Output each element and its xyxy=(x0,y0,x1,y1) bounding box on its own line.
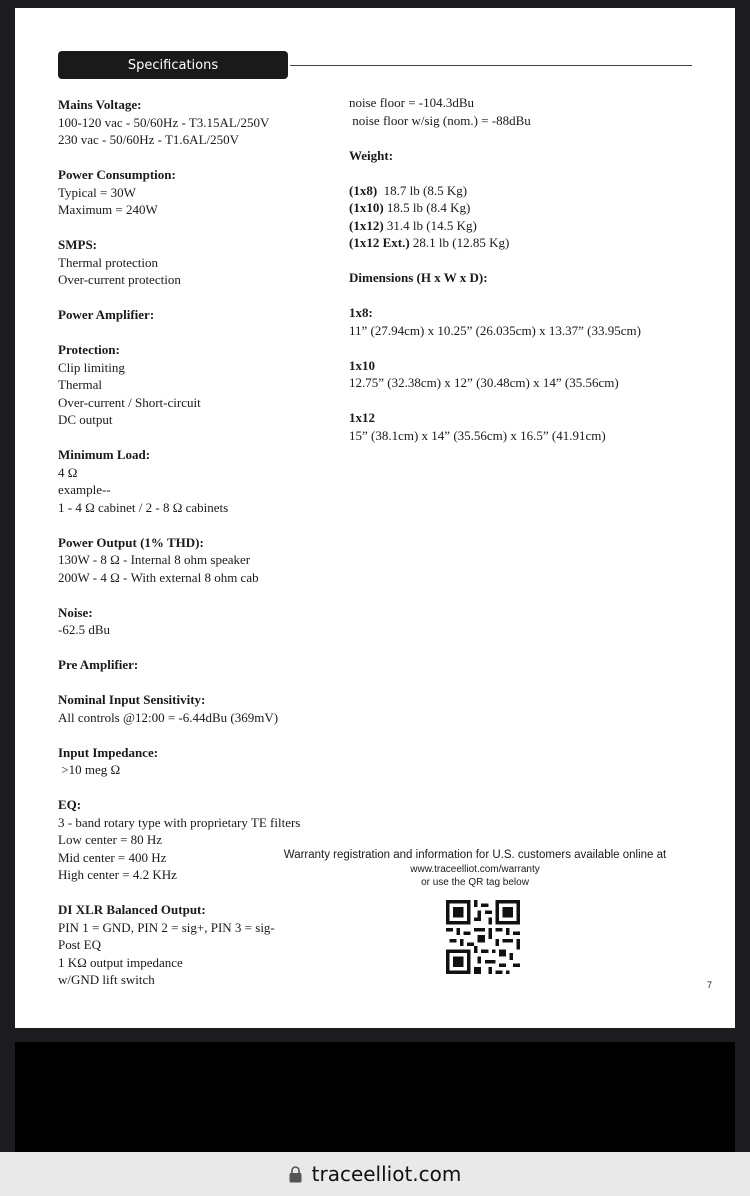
dimension-model: 1x12 xyxy=(349,410,375,425)
spec-line: >10 meg Ω xyxy=(58,762,121,777)
spec-line: 1 - 4 Ω cabinet / 2 - 8 Ω cabinets xyxy=(58,499,229,515)
weight-row xyxy=(349,182,719,200)
spec-line: Thermal xyxy=(58,377,103,392)
spec-heading: Power Consumption: xyxy=(58,167,176,182)
weight-row xyxy=(349,217,719,235)
dimension-model: 1x10 xyxy=(349,357,375,373)
spec-block xyxy=(58,604,358,639)
weight-block xyxy=(349,147,719,165)
spec-line: noise floor = -104.3dBu xyxy=(349,95,475,110)
spec-line: noise floor w/sig (nom.) = -88dBu xyxy=(349,112,531,128)
weight-model: (1x10) xyxy=(349,200,384,215)
spec-line: example-- xyxy=(58,482,111,497)
spec-line: 3 - band rotary type with proprietary TE filters xyxy=(58,814,301,830)
spec-line: 100-120 vac - 50/60Hz - T3.15AL/250V xyxy=(58,114,270,130)
spec-line: DC output xyxy=(58,412,113,427)
spec-line: Over-current protection xyxy=(58,272,181,287)
spec-block xyxy=(58,446,358,516)
spec-heading: Protection: xyxy=(58,342,120,357)
spec-line: Clip limiting xyxy=(58,359,125,375)
noise-floor-block xyxy=(349,94,719,129)
spec-block xyxy=(58,341,358,429)
url-text[interactable]: traceelliot.com xyxy=(311,1162,462,1186)
spec-block xyxy=(58,236,358,289)
spec-heading: Dimensions (H x W x D): xyxy=(349,270,488,285)
spec-heading: Minimum Load: xyxy=(58,447,151,462)
spec-line: 1 KΩ output impedance xyxy=(58,954,183,970)
weight-list xyxy=(349,182,719,252)
spec-heading: Weight: xyxy=(349,147,394,163)
spec-page xyxy=(15,8,735,1028)
spec-heading: Nominal Input Sensitivity: xyxy=(58,692,206,707)
spec-line: Thermal protection xyxy=(58,254,158,270)
spec-line: All controls @12:00 = -6.44dBu (369mV) xyxy=(58,709,279,725)
spec-heading: SMPS: xyxy=(58,237,97,252)
spec-line: Post EQ xyxy=(58,937,101,952)
spec-line: 230 vac - 50/60Hz - T1.6AL/250V xyxy=(58,132,240,147)
spec-heading: Input Impedance: xyxy=(58,744,159,760)
spec-block xyxy=(58,691,358,726)
right-spec-column xyxy=(349,94,719,462)
warranty-text: Warranty registration and information for U.S. customers available online at xyxy=(283,849,667,861)
spec-line: w/GND lift switch xyxy=(58,972,155,987)
dimension-model: 1x8: xyxy=(349,305,373,320)
dimension-item xyxy=(349,357,719,392)
spec-line: Mid center = 400 Hz xyxy=(58,849,167,865)
dimension-value: 12.75” (32.38cm) x 12” (30.48cm) x 14” (35.56cm) xyxy=(349,375,619,390)
spec-heading: EQ: xyxy=(58,797,82,812)
weight-model: (1x12 Ext.) xyxy=(349,235,410,250)
spec-line: Maximum = 240W xyxy=(58,202,158,217)
spec-heading: DI XLR Balanced Output: xyxy=(58,902,206,917)
spec-block xyxy=(58,166,358,219)
spec-line: Over-current / Short-circuit xyxy=(58,394,201,410)
spec-block xyxy=(58,656,358,674)
spec-line: High center = 4.2 KHz xyxy=(58,867,177,882)
spec-block xyxy=(58,901,358,989)
browser-address-bar[interactable] xyxy=(0,1152,750,1196)
spec-heading: Power Amplifier: xyxy=(58,307,155,322)
spec-line: PIN 1 = GND, PIN 2 = sig+, PIN 3 = sig- xyxy=(58,919,275,935)
dimensions-block xyxy=(349,269,719,287)
spec-line: 200W - 4 Ω - With external 8 ohm cab xyxy=(58,569,259,585)
dimension-value: 11” (27.94cm) x 10.25” (26.035cm) x 13.37” (33.95cm) xyxy=(349,322,641,338)
spec-line: -62.5 dBu xyxy=(58,622,110,637)
spec-heading: Noise: xyxy=(58,604,93,620)
weight-row xyxy=(349,234,719,252)
dimension-item xyxy=(349,304,719,339)
spec-block xyxy=(58,306,358,324)
spec-line: Typical = 30W xyxy=(58,184,136,200)
weight-row xyxy=(349,199,719,217)
qr-code-icon[interactable] xyxy=(446,900,520,974)
section-title xyxy=(58,51,288,79)
spec-heading: Pre Amplifier: xyxy=(58,657,139,672)
spec-line: 130W - 8 Ω - Internal 8 ohm speaker xyxy=(58,552,251,567)
weight-value: 28.1 lb (12.85 Kg) xyxy=(409,235,510,250)
spec-block xyxy=(58,96,358,149)
spec-block xyxy=(58,534,358,587)
header-rule xyxy=(290,65,692,66)
spec-block xyxy=(58,744,358,779)
weight-value: 31.4 lb (14.5 Kg) xyxy=(383,217,477,233)
viewer-background xyxy=(15,1042,735,1152)
spec-heading: Power Output (1% THD): xyxy=(58,534,204,550)
section-title-text: Specifications xyxy=(127,57,219,73)
warranty-notice xyxy=(270,848,680,889)
warranty-url: www.traceelliot.com/warranty xyxy=(410,864,540,875)
lock-icon xyxy=(289,1166,302,1183)
spec-line: Low center = 80 Hz xyxy=(58,832,163,847)
weight-value: 18.5 lb (8.4 Kg) xyxy=(383,200,471,215)
weight-model: (1x8) xyxy=(349,182,378,198)
dimension-value: 15” (38.1cm) x 14” (35.56cm) x 16.5” (41.91cm) xyxy=(349,427,606,443)
dimension-item xyxy=(349,409,719,444)
spec-line: 4 Ω xyxy=(58,464,78,480)
spec-heading: Mains Voltage: xyxy=(58,97,142,112)
page-number: 7 xyxy=(707,980,713,990)
weight-model: (1x12) xyxy=(349,217,384,233)
warranty-qr-hint: or use the QR tag below xyxy=(421,877,529,888)
weight-value: 18.7 lb (8.5 Kg) xyxy=(377,182,468,198)
